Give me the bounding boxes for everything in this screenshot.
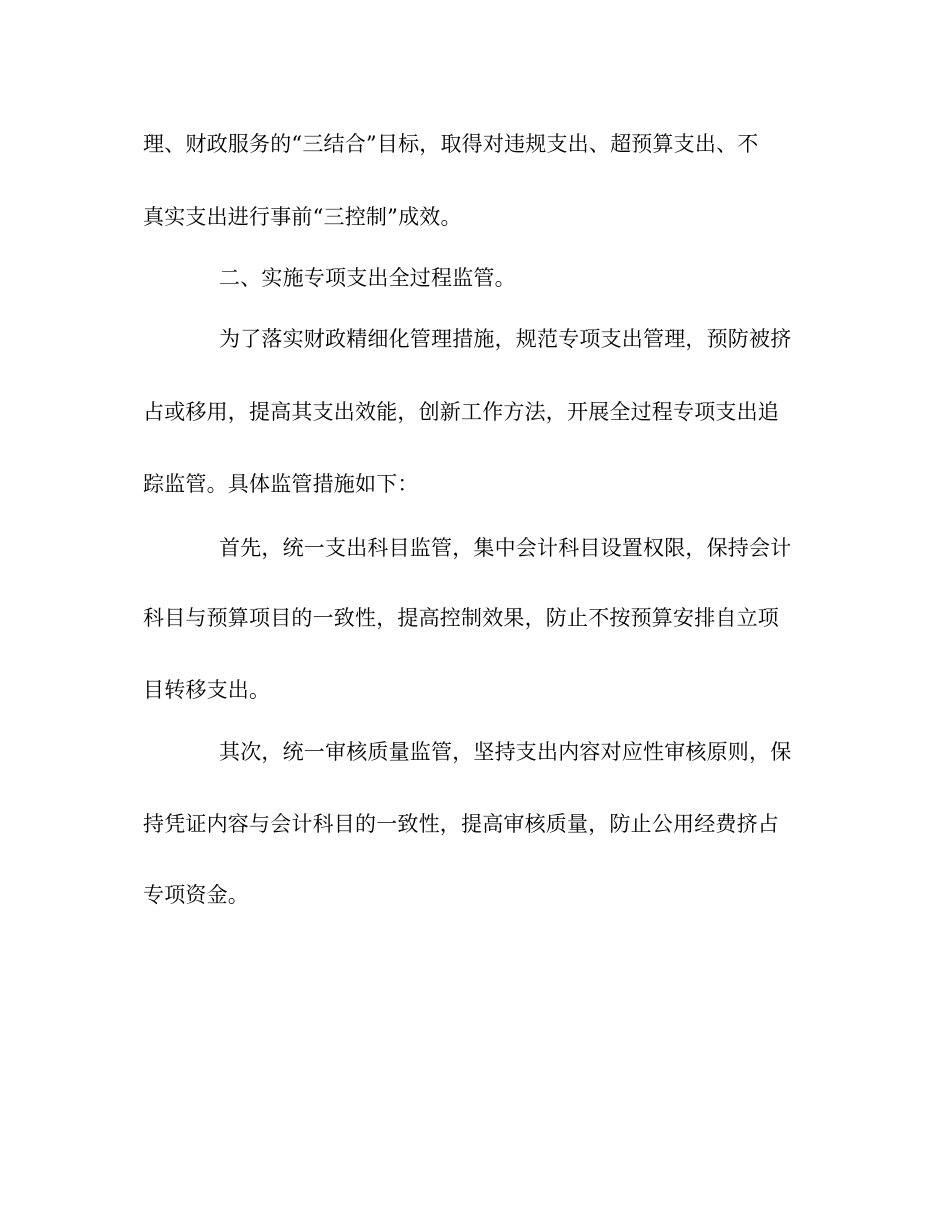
paragraph-line: 持凭证内容与会计科目的一致性，提高审核质量，防止公用经费挤占 [143, 812, 779, 836]
paragraph-line: 目转移支出。 [143, 678, 271, 702]
paragraph-line: 科目与预算项目的一致性，提高控制效果，防止不按预算安排自立项 [143, 606, 779, 630]
paragraph-line: 为了落实财政精细化管理措施，规范专项支出管理，预防被挤 [219, 327, 792, 351]
paragraph-line: 踪监管。具体监管措施如下： [143, 472, 419, 496]
paragraph-line: 理、财政服务的“三结合”目标，取得对违规支出、超预算支出、不 [143, 132, 759, 156]
paragraph-line: 占或移用，提高其支出效能，创新工作方法，开展全过程专项支出追 [143, 400, 779, 424]
paragraph-line: 真实支出进行事前“三控制”成效。 [143, 205, 462, 229]
paragraph-line: 首先，统一支出科目监管，集中会计科目设置权限，保持会计 [219, 536, 792, 560]
section-heading: 二、实施专项支出全过程监管。 [219, 266, 516, 290]
paragraph-line: 其次，统一审核质量监管，坚持支出内容对应性审核原则，保 [219, 740, 792, 764]
paragraph-line: 专项资金。 [143, 883, 249, 907]
